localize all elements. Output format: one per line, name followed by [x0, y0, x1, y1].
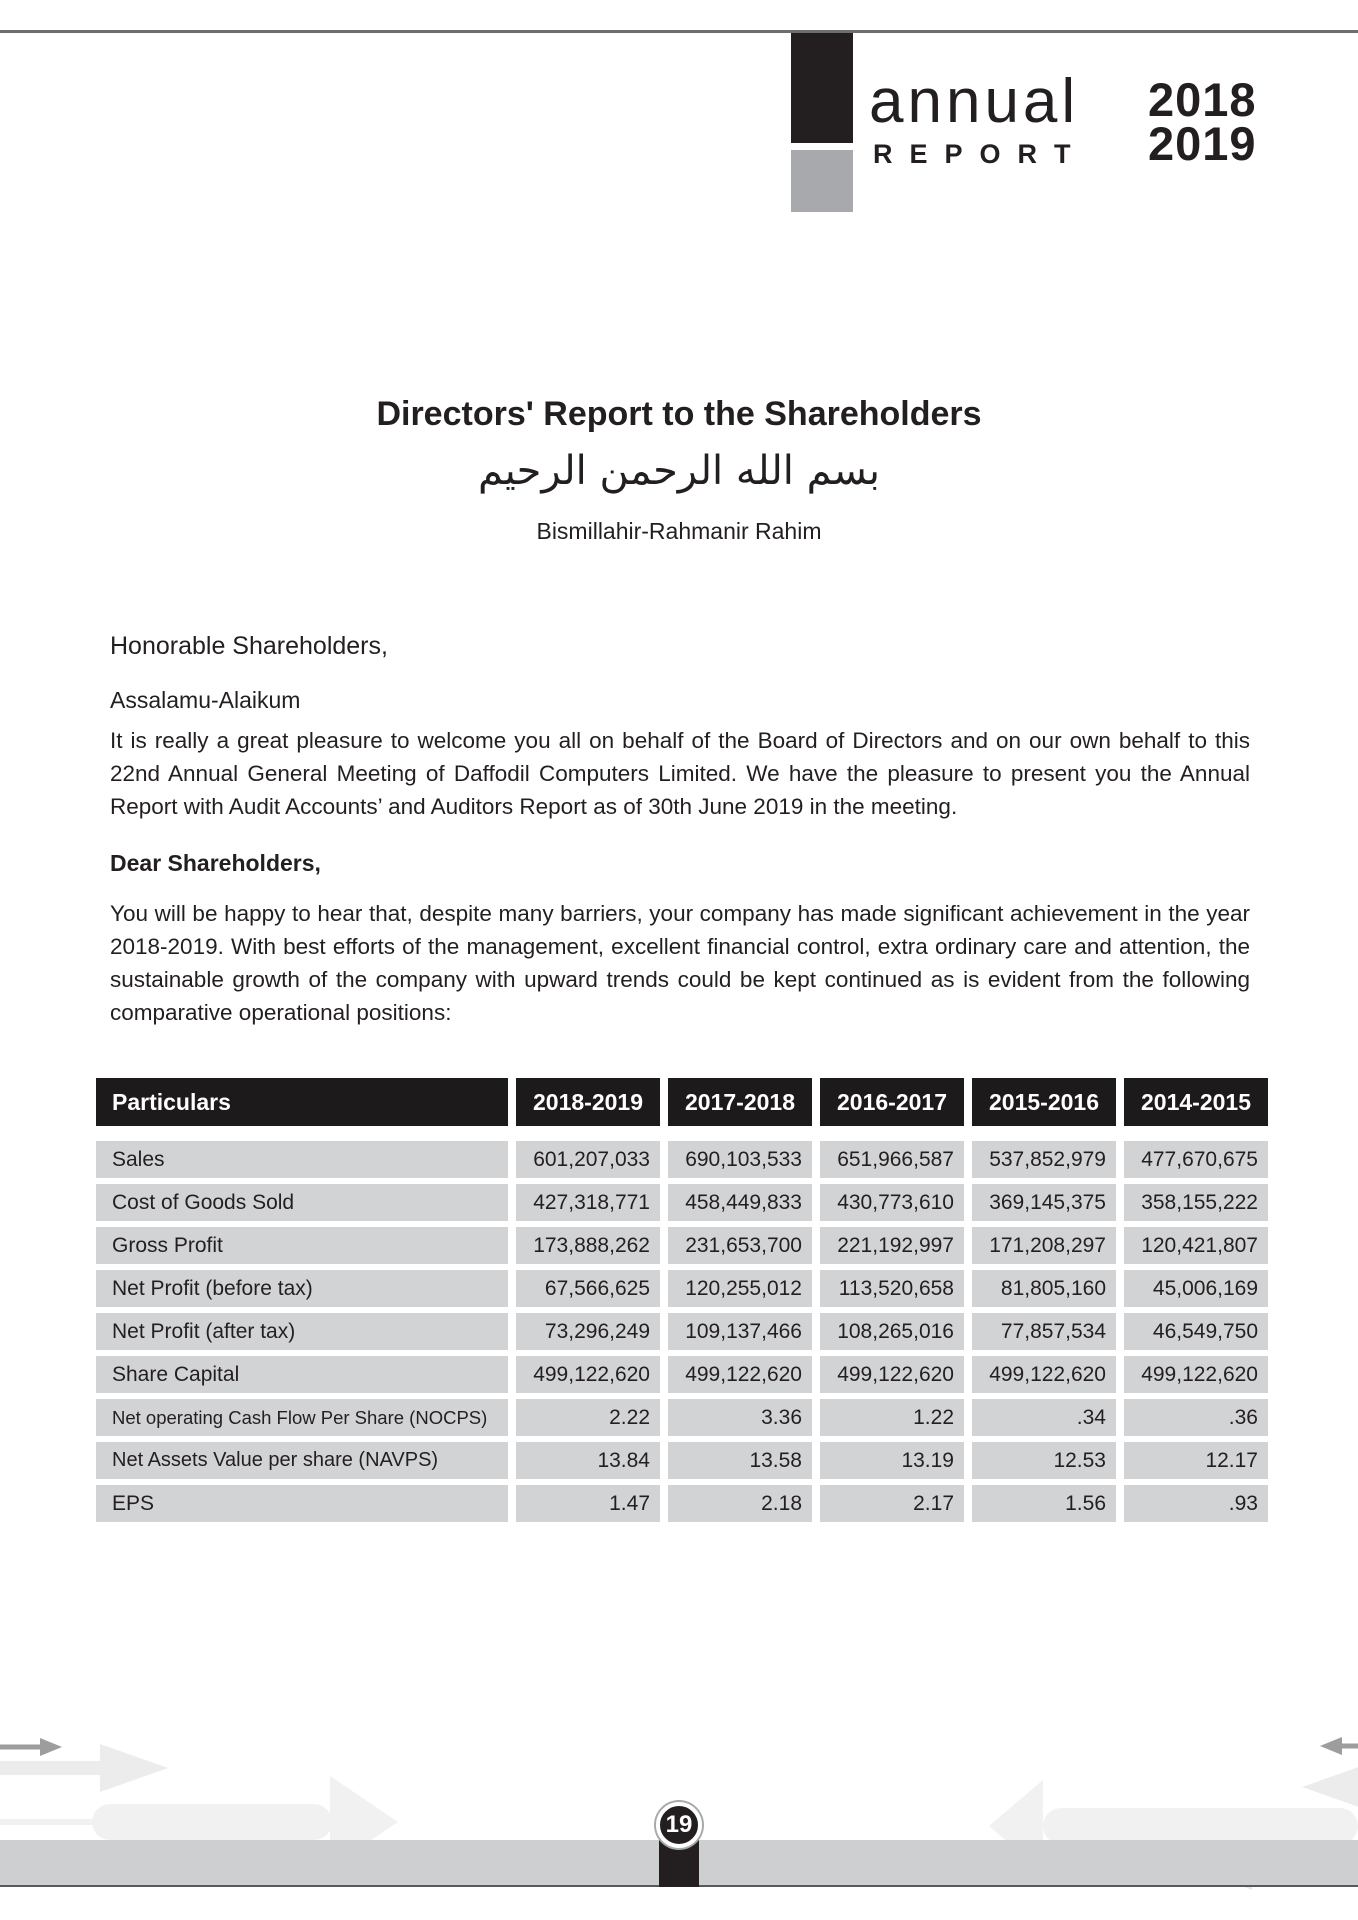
- cell-value: 171,208,297: [972, 1227, 1116, 1264]
- cell-value: .36: [1124, 1399, 1268, 1436]
- paragraph-2: You will be happy to hear that, despite many barriers, your company has made significant achievement in the year 2018-2019. With best efforts of the management, excellent financial control, extra ordinary care and attention, the sustainable growth of the company with upward trends could be kept continued as is evident from the following comparative operational positions:: [110, 901, 1250, 1025]
- cell-value: 430,773,610: [820, 1184, 964, 1221]
- cell-value: 2.22: [516, 1399, 660, 1436]
- basmala-transliteration: Bismillahir-Rahmanir Rahim: [536, 518, 822, 544]
- column-header-particulars: Particulars: [96, 1078, 508, 1126]
- row-label: Net Profit (after tax): [96, 1313, 508, 1350]
- cell-value: 109,137,466: [668, 1313, 812, 1350]
- cell-value: 458,449,833: [668, 1184, 812, 1221]
- column-header-2018-2019: 2018-2019: [516, 1078, 660, 1126]
- cell-value: 45,006,169: [1124, 1270, 1268, 1307]
- brand-year-bottom: 2019: [1148, 117, 1257, 170]
- page-number: 19: [665, 1811, 693, 1838]
- row-label: Net operating Cash Flow Per Share (NOCPS): [96, 1399, 508, 1436]
- top-divider: [0, 30, 1358, 33]
- row-label: Net Assets Value per share (NAVPS): [96, 1442, 508, 1479]
- cell-value: 1.56: [972, 1485, 1116, 1522]
- column-header-2014-2015: 2014-2015: [1124, 1078, 1268, 1126]
- cell-value: 13.84: [516, 1442, 660, 1479]
- cell-value: 120,255,012: [668, 1270, 812, 1307]
- cell-value: 13.58: [668, 1442, 812, 1479]
- cell-value: 369,145,375: [972, 1184, 1116, 1221]
- cell-value: .34: [972, 1399, 1116, 1436]
- cell-value: 2.18: [668, 1485, 812, 1522]
- cell-value: 477,670,675: [1124, 1141, 1268, 1178]
- logo-black-block: [791, 33, 853, 143]
- cell-value: 46,549,750: [1124, 1313, 1268, 1350]
- financial-table: [96, 1078, 1268, 1522]
- column-header-2017-2018: 2017-2018: [668, 1078, 812, 1126]
- cell-value: 12.17: [1124, 1442, 1268, 1479]
- cell-value: 2.17: [820, 1485, 964, 1522]
- cell-value: 601,207,033: [516, 1141, 660, 1178]
- cell-value: 173,888,262: [516, 1227, 660, 1264]
- cell-value: 12.53: [972, 1442, 1116, 1479]
- logo-gray-block: [791, 150, 853, 212]
- column-header-2016-2017: 2016-2017: [820, 1078, 964, 1126]
- page-title: Directors' Report to the Shareholders: [376, 395, 982, 433]
- cell-value: 651,966,587: [820, 1141, 964, 1178]
- cell-value: .93: [1124, 1485, 1268, 1522]
- salutation: Honorable Shareholders,: [110, 632, 388, 660]
- cell-value: 537,852,979: [972, 1141, 1116, 1178]
- column-header-2015-2016: 2015-2016: [972, 1078, 1116, 1126]
- cell-value: 73,296,249: [516, 1313, 660, 1350]
- cell-value: 81,805,160: [972, 1270, 1116, 1307]
- greeting: Assalamu-Alaikum: [110, 687, 301, 713]
- cell-value: 120,421,807: [1124, 1227, 1268, 1264]
- brand-years: [1148, 73, 1257, 170]
- row-label: Net Profit (before tax): [96, 1270, 508, 1307]
- cell-value: 499,122,620: [668, 1356, 812, 1393]
- cell-value: 67,566,625: [516, 1270, 660, 1307]
- cell-value: 3.36: [668, 1399, 812, 1436]
- cell-value: 13.19: [820, 1442, 964, 1479]
- cell-value: 499,122,620: [972, 1356, 1116, 1393]
- cell-value: 358,155,222: [1124, 1184, 1268, 1221]
- brand-year-top: 2018: [1148, 73, 1257, 126]
- row-label: Gross Profit: [96, 1227, 508, 1264]
- row-label: EPS: [96, 1485, 508, 1522]
- basmala-calligraphy: بسم الله الرحمن الرحيم: [477, 448, 881, 494]
- row-label: Cost of Goods Sold: [96, 1184, 508, 1221]
- brand-word-annual: annual: [869, 67, 1080, 136]
- cell-value: 427,318,771: [516, 1184, 660, 1221]
- cell-value: 1.22: [820, 1399, 964, 1436]
- cell-value: 231,653,700: [668, 1227, 812, 1264]
- cell-value: 690,103,533: [668, 1141, 812, 1178]
- subheading-dear-shareholders: Dear Shareholders,: [110, 850, 321, 876]
- cell-value: 1.47: [516, 1485, 660, 1522]
- paragraph-1: It is really a great pleasure to welcome you all on behalf of the Board of Directors and on our own behalf to this 22nd Annual General Meeting of Daffodil Computers Limited. We have the pleasure to present you the Annual Report with Audit Accounts’ and Auditors Report as of 30th June 2019 in the meeting.: [110, 728, 1250, 819]
- cell-value: 499,122,620: [1124, 1356, 1268, 1393]
- cell-value: 77,857,534: [972, 1313, 1116, 1350]
- row-label: Sales: [96, 1141, 508, 1178]
- cell-value: 499,122,620: [820, 1356, 964, 1393]
- cell-value: 221,192,997: [820, 1227, 964, 1264]
- cell-value: 113,520,658: [820, 1270, 964, 1307]
- brand-word-report: REPORT: [873, 139, 1088, 169]
- cell-value: 108,265,016: [820, 1313, 964, 1350]
- cell-value: 499,122,620: [516, 1356, 660, 1393]
- row-label: Share Capital: [96, 1356, 508, 1393]
- page-number-badge: [656, 1802, 702, 1848]
